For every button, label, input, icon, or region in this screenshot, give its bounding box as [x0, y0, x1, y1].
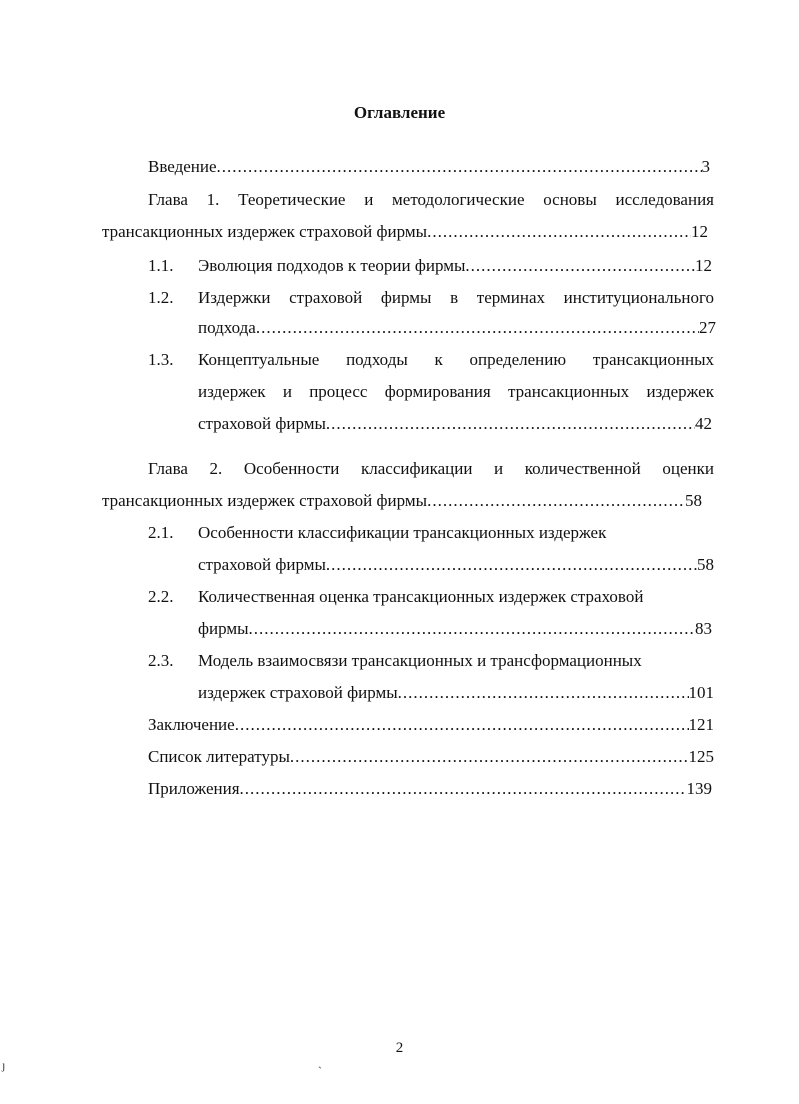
- toc-page-number: 101: [688, 683, 714, 702]
- leader-dots: [256, 317, 699, 339]
- section-number: 2.1.: [148, 523, 174, 542]
- toc-page-number: 139: [686, 779, 712, 798]
- section-number: 1.2.: [148, 288, 174, 307]
- toc-entry-text: трансакционных издержек страховой фирмы: [102, 222, 428, 241]
- leader-dots: [465, 255, 695, 277]
- toc-page-number: 3: [701, 157, 710, 176]
- page-number: 2: [395, 1040, 404, 1056]
- leader-dots: [398, 682, 689, 704]
- leader-dots: [290, 746, 689, 768]
- toc-entry-1-2-line1: Издержки страховой фирмы в терминах институционального: [198, 288, 714, 307]
- toc-page-number: 12: [691, 222, 708, 241]
- leader-dots: [249, 618, 695, 640]
- scan-speck: ˏ: [318, 1055, 322, 1069]
- toc-entry-conclusion: [148, 714, 714, 736]
- toc-entry-text: издержек страховой фирмы: [198, 683, 398, 702]
- leader-dots: [217, 156, 702, 178]
- toc-entry-text: подхода: [198, 318, 256, 337]
- toc-entry-chapter-2: [102, 490, 702, 512]
- toc-entry-1-3-line1: Концептуальные подходы к определению трансакционных: [198, 350, 714, 369]
- chapter-1-heading-line1: Глава 1. Теоретические и методологические основы исследования: [148, 190, 714, 209]
- toc-entry-1-3: [198, 413, 712, 435]
- toc-entry-2-3: [198, 682, 714, 704]
- toc-page-number: 58: [685, 491, 702, 510]
- leader-dots: [427, 490, 685, 512]
- toc-page-number: 58: [697, 555, 714, 574]
- toc-entry-chapter-1: [102, 221, 708, 243]
- toc-page-number: 42: [695, 414, 712, 433]
- toc-entry-1-2: [198, 317, 716, 339]
- toc-entry-2-2-line1: Количественная оценка трансакционных издержек страховой: [198, 587, 644, 606]
- toc-page-number: 12: [695, 256, 712, 275]
- section-number: 2.3.: [148, 651, 174, 670]
- section-number: 1.1.: [148, 256, 174, 275]
- toc-entry-text: Приложения: [148, 779, 240, 798]
- toc-entry-intro: [148, 156, 710, 178]
- toc-entry-text: страховой фирмы: [198, 414, 326, 433]
- toc-entry-2-1: [198, 554, 714, 576]
- leader-dots: [427, 221, 691, 243]
- section-number: 1.3.: [148, 350, 174, 369]
- toc-entry-2-3-line1: Модель взаимосвязи трансакционных и трансформационных: [198, 651, 642, 670]
- toc-entry-text: Введение: [148, 157, 217, 176]
- toc-title: Оглавление: [353, 103, 446, 122]
- leader-dots: [235, 714, 689, 736]
- toc-entry-text: фирмы: [198, 619, 249, 638]
- toc-entry-text: страховой фирмы: [198, 555, 326, 574]
- toc-entry-text: Эволюция подходов к теории фирмы: [198, 256, 466, 275]
- toc-entry-1-3-line2: издержек и процесс формирования трансакционных издержек: [198, 382, 714, 401]
- toc-page-number: 27: [699, 318, 716, 337]
- toc-entry-text: трансакционных издержек страховой фирмы: [102, 491, 428, 510]
- toc-page-number: 83: [695, 619, 712, 638]
- leader-dots: [240, 778, 687, 800]
- toc-entry-text: Список литературы: [148, 747, 290, 766]
- leader-dots: [326, 413, 695, 435]
- toc-entry-references: [148, 746, 714, 768]
- toc-entry-2-2: [198, 618, 712, 640]
- toc-entry-2-1-line1: Особенности классификации трансакционных издержек: [198, 523, 607, 542]
- leader-dots: [326, 554, 697, 576]
- toc-page-number: 125: [688, 747, 714, 766]
- toc-entry-1-1: [198, 255, 712, 277]
- toc-entry-appendix: [148, 778, 712, 800]
- toc-page-number: 121: [688, 715, 714, 734]
- toc-entry-text: Заключение: [148, 715, 235, 734]
- scan-edge-mark: ȷ: [2, 1058, 6, 1072]
- chapter-2-heading-line1: Глава 2. Особенности классификации и количественной оценки: [148, 459, 714, 478]
- section-number: 2.2.: [148, 587, 174, 606]
